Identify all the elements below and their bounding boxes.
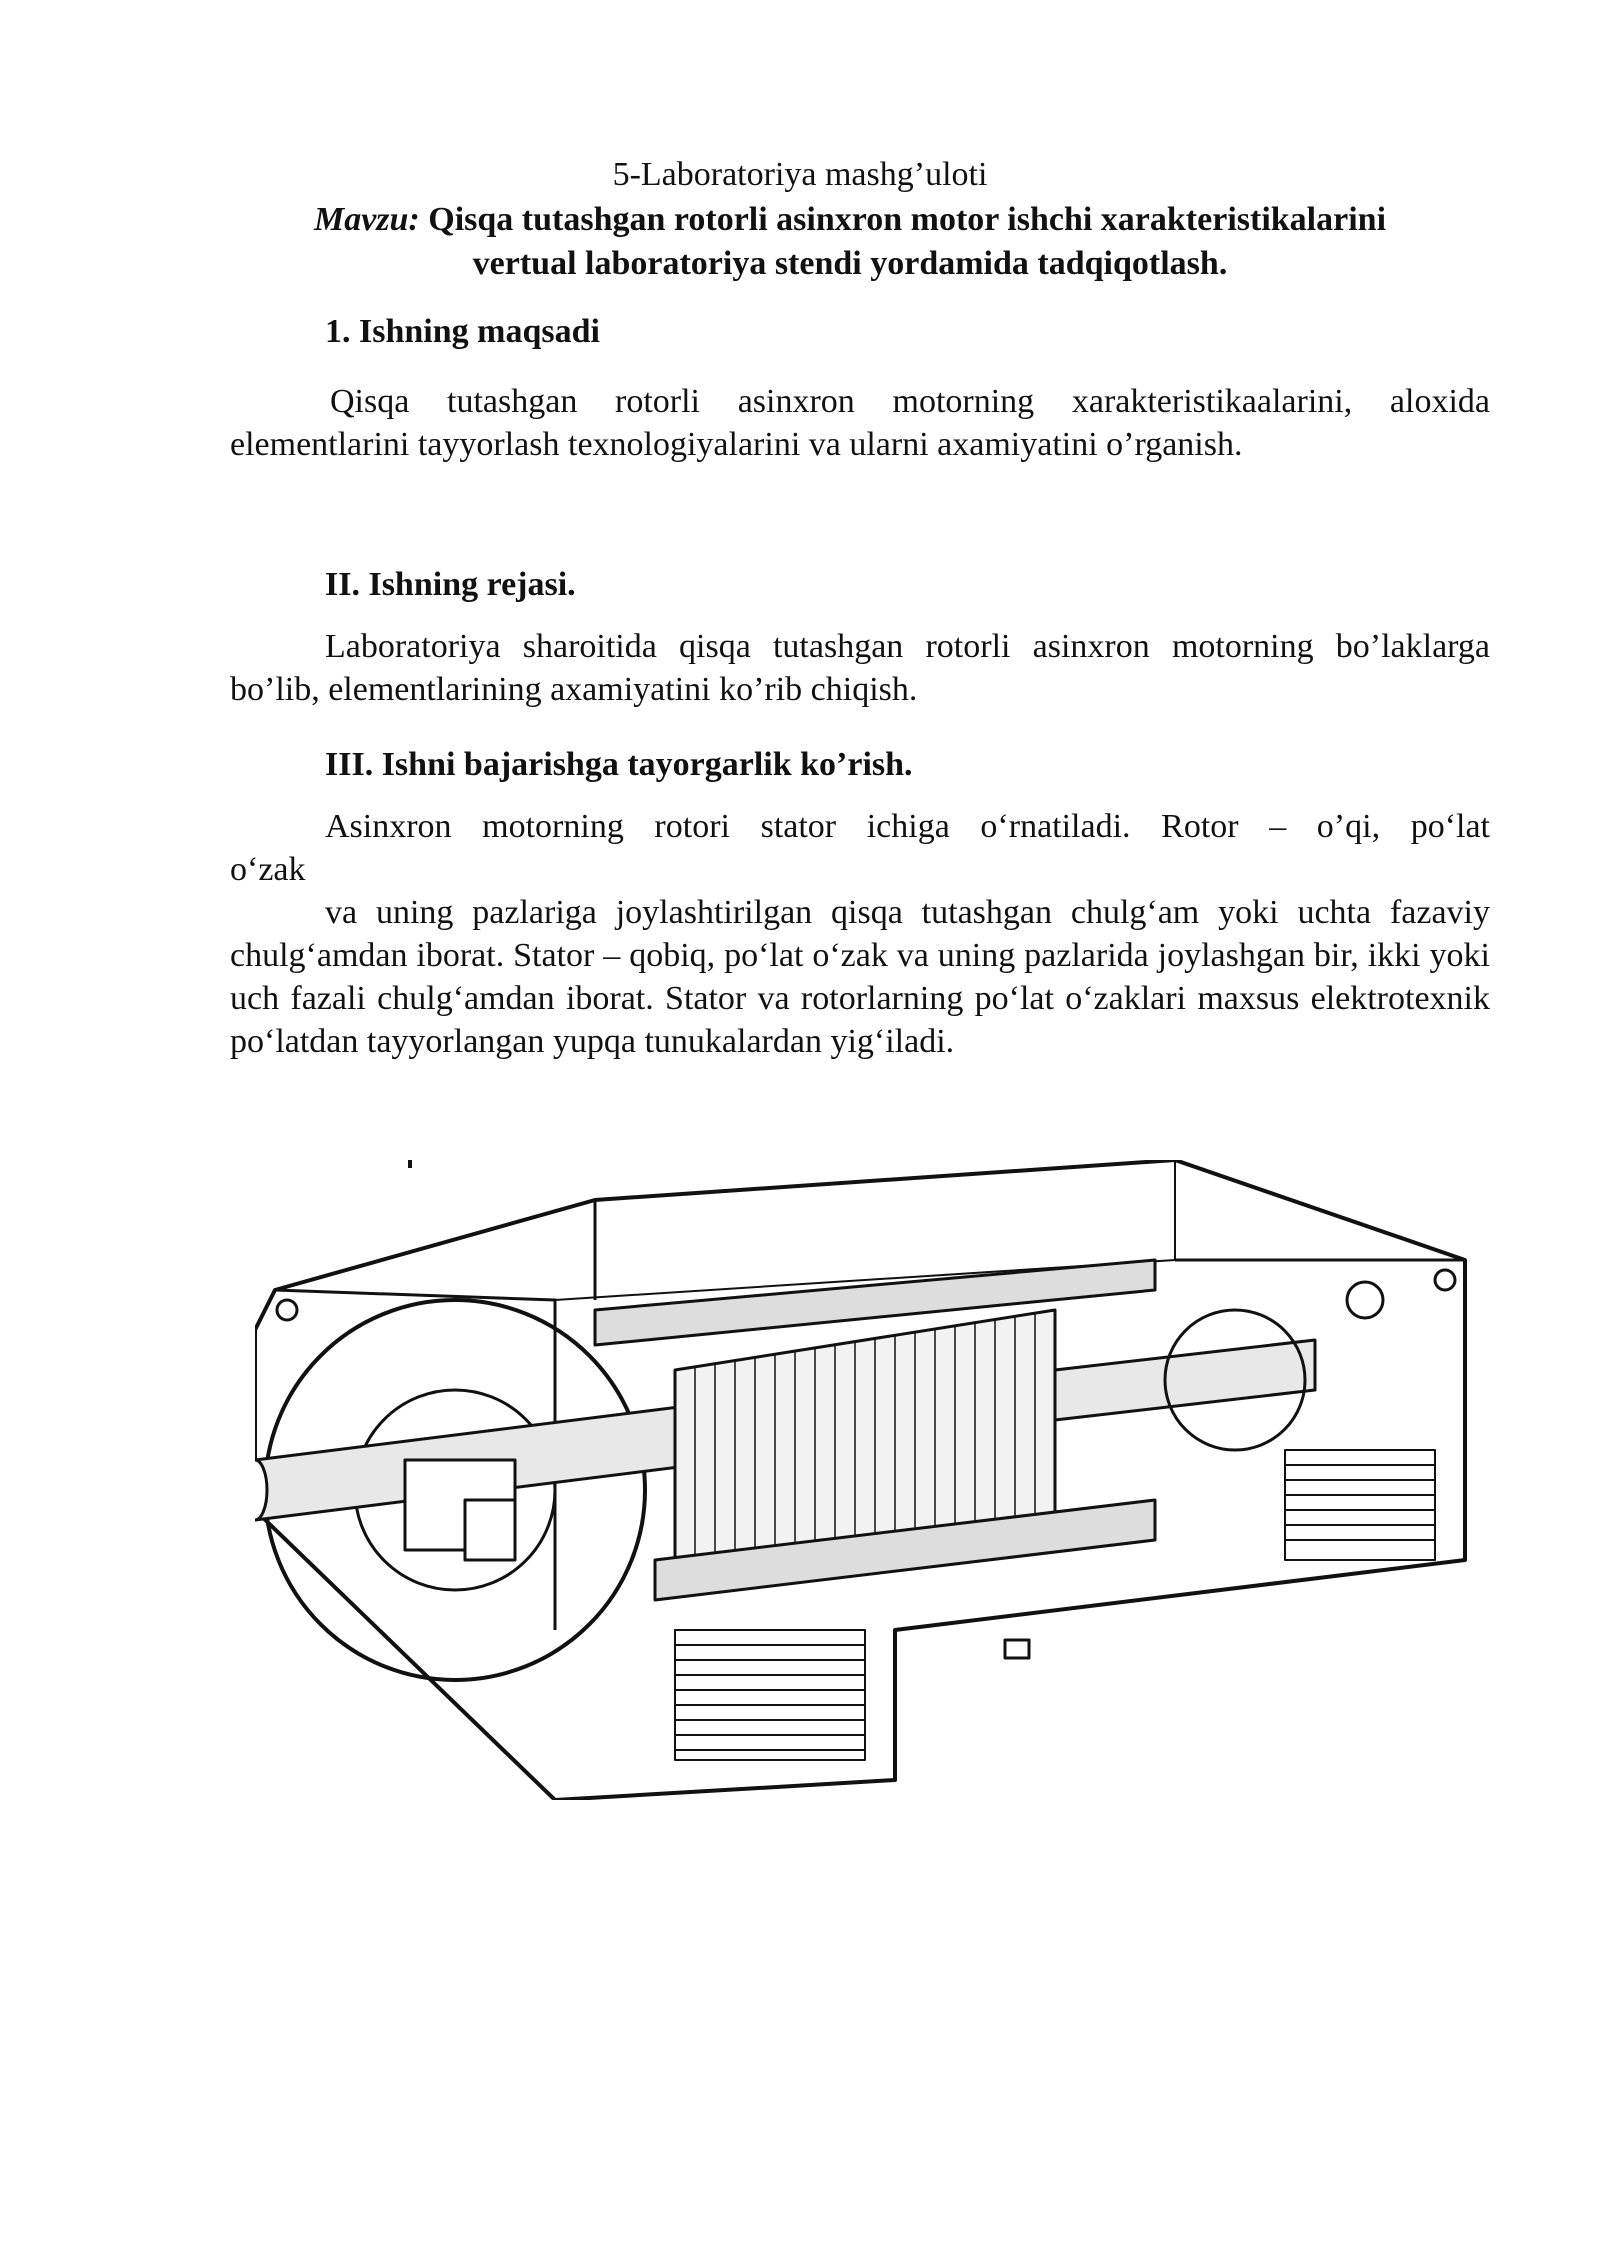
section-text-prep-line2: o‘zak bbox=[230, 851, 306, 888]
section-heading-prep: III. Ishni bajarishga tayorgarlik ko’rish. bbox=[325, 746, 913, 783]
lab-title: 5-Laboratoriya mashg’uloti bbox=[612, 156, 988, 193]
motor-cutaway-icon bbox=[255, 1160, 1485, 1800]
section-text-prep-rest: va uning pazlariga joylashtirilgan qisqa tutashgan chulg‘am yoki uchta fazaviy chulg‘amdan iborat. Stator – qobiq, po‘lat o‘zak va uning pazlarida joylashgan bir, ikki yoki uch fazali chulg‘amdan iborat. Stator va rotorlarning po‘lat o‘zaklari maxsus elektrotexnik po‘latdan tayyorlangan yupqa tunukalardan yig‘iladi. bbox=[230, 894, 1490, 1060]
section-text-plan: Laboratoriya sharoitida qisqa tutashgan rotorli asinxron motorning bo’laklarga bo’lib, elementlarining axamiyatini ko’rib chiqish. bbox=[230, 628, 1490, 708]
section-text-prep-block bbox=[230, 805, 1490, 1063]
topic-line-2: vertual laboratoriya stendi yordamida tadqiqotlash. bbox=[472, 245, 1228, 282]
section-heading-goal: 1. Ishning maqsadi bbox=[325, 313, 600, 350]
section-text-prep-line1: Asinxron motorning rotori stator ichiga o‘rnatiladi. Rotor – o’qi, po‘lat bbox=[325, 808, 1490, 845]
section-heading-plan: II. Ishning rejasi. bbox=[325, 566, 576, 603]
topic-text-1: Qisqa tutashgan rotorli asinxron motor ishchi xarakteristikalarini bbox=[428, 201, 1387, 238]
motor-illustration bbox=[255, 1160, 1485, 1800]
topic-label: Mavzu: bbox=[313, 201, 420, 238]
section-text-goal: Qisqa tutashgan rotorli asinxron motorning xarakteristikaalarini, aloxida elementlarini tayyorlash texnologiyalarini va ularni axamiyatini o’rganish. bbox=[230, 383, 1490, 463]
topic-block bbox=[230, 198, 1470, 286]
topic-line-1 bbox=[230, 198, 1470, 242]
